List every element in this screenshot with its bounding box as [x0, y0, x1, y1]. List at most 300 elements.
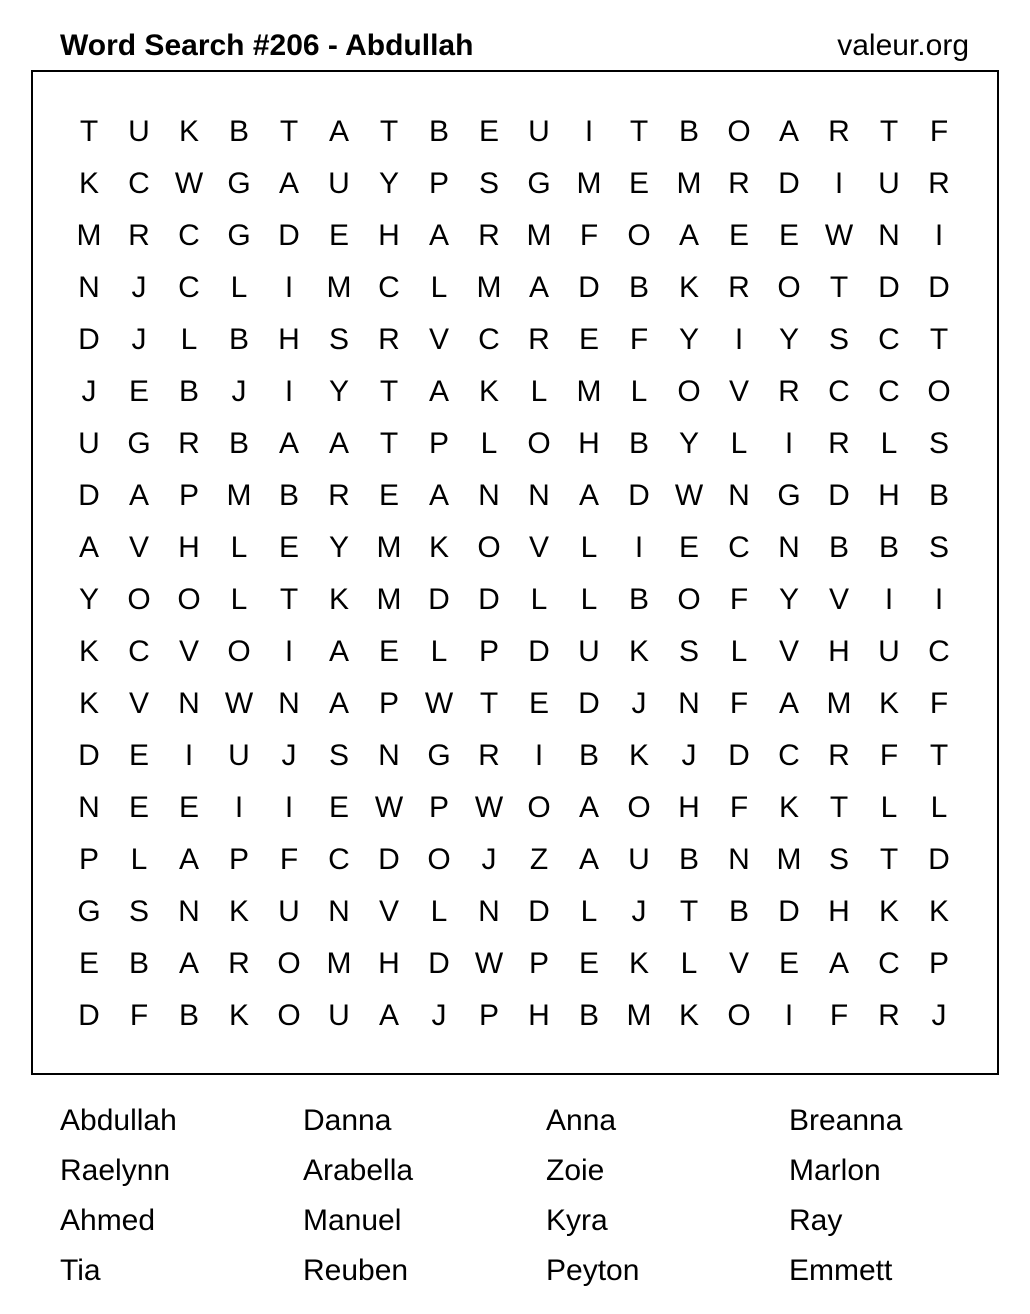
grid-cell[interactable]: M [576, 375, 602, 408]
grid-cell[interactable]: T [79, 115, 99, 148]
grid-cell[interactable]: I [184, 739, 194, 772]
grid-cell[interactable]: U [628, 843, 650, 876]
grid-cell[interactable]: O [227, 635, 251, 668]
grid-cell[interactable]: D [428, 947, 450, 980]
grid-cell[interactable]: P [928, 947, 949, 980]
grid-cell[interactable]: B [228, 115, 249, 148]
grid-cell[interactable]: M [326, 947, 352, 980]
grid-cell[interactable]: N [778, 531, 800, 564]
grid-cell[interactable]: C [478, 323, 500, 356]
grid-cell[interactable]: Y [328, 531, 349, 564]
grid-cell[interactable]: E [778, 947, 799, 980]
grid-cell[interactable]: R [378, 323, 400, 356]
grid-cell[interactable]: N [878, 219, 900, 252]
grid-cell[interactable]: V [728, 375, 749, 408]
grid-cell[interactable]: R [228, 947, 250, 980]
grid-cell[interactable]: H [278, 323, 300, 356]
grid-cell[interactable]: D [578, 271, 600, 304]
grid-cell[interactable]: T [929, 739, 949, 772]
grid-cell[interactable]: M [576, 167, 602, 200]
grid-cell[interactable]: F [729, 687, 749, 720]
grid-cell[interactable]: I [584, 115, 594, 148]
grid-cell[interactable]: D [78, 739, 100, 772]
grid-cell[interactable]: D [78, 999, 100, 1032]
grid-cell[interactable]: N [728, 843, 750, 876]
grid-cell[interactable]: I [534, 739, 544, 772]
grid-cell[interactable]: R [878, 999, 900, 1032]
grid-cell[interactable]: K [178, 115, 199, 148]
grid-cell[interactable]: C [928, 635, 950, 668]
grid-cell[interactable]: B [578, 999, 599, 1032]
grid-cell[interactable]: B [178, 999, 199, 1032]
grid-cell[interactable]: R [128, 219, 150, 252]
grid-cell[interactable]: G [227, 219, 251, 252]
grid-cell[interactable]: E [478, 115, 499, 148]
grid-cell[interactable]: D [528, 635, 550, 668]
grid-cell[interactable]: D [78, 479, 100, 512]
grid-cell[interactable]: L [930, 791, 948, 824]
grid-cell[interactable]: A [328, 635, 349, 668]
grid-cell[interactable]: C [128, 167, 150, 200]
grid-cell[interactable]: H [528, 999, 550, 1032]
grid-cell[interactable]: L [580, 895, 598, 928]
grid-cell[interactable]: K [878, 895, 899, 928]
grid-cell[interactable]: V [428, 323, 449, 356]
grid-cell[interactable]: F [929, 687, 949, 720]
grid-cell[interactable]: V [778, 635, 799, 668]
grid-cell[interactable]: B [578, 739, 599, 772]
grid-cell[interactable]: J [681, 739, 697, 772]
grid-cell[interactable]: C [778, 739, 800, 772]
grid-cell[interactable]: O [527, 427, 551, 460]
grid-cell[interactable]: I [834, 167, 844, 200]
grid-cell[interactable]: E [128, 375, 149, 408]
grid-cell[interactable]: K [78, 167, 99, 200]
grid-cell[interactable]: N [728, 479, 750, 512]
grid-cell[interactable]: V [378, 895, 399, 928]
grid-cell[interactable]: E [778, 219, 799, 252]
grid-cell[interactable]: R [528, 323, 550, 356]
grid-cell[interactable]: T [379, 375, 399, 408]
grid-cell[interactable]: C [728, 531, 750, 564]
grid-cell[interactable]: J [131, 323, 147, 356]
grid-cell[interactable]: C [828, 375, 850, 408]
grid-cell[interactable]: E [678, 531, 699, 564]
grid-cell[interactable]: T [279, 115, 299, 148]
grid-cell[interactable]: E [278, 531, 299, 564]
grid-cell[interactable]: N [278, 687, 300, 720]
grid-cell[interactable]: B [128, 947, 149, 980]
grid-cell[interactable]: S [928, 427, 949, 460]
grid-cell[interactable]: R [478, 739, 500, 772]
grid-cell[interactable]: F [829, 999, 849, 1032]
grid-cell[interactable]: K [228, 895, 249, 928]
grid-cell[interactable]: G [777, 479, 801, 512]
grid-cell[interactable]: O [477, 531, 501, 564]
grid-cell[interactable]: D [778, 167, 800, 200]
grid-cell[interactable]: O [677, 583, 701, 616]
grid-cell[interactable]: T [479, 687, 499, 720]
grid-cell[interactable]: O [927, 375, 951, 408]
grid-cell[interactable]: N [178, 687, 200, 720]
grid-cell[interactable]: S [478, 167, 499, 200]
grid-cell[interactable]: I [234, 791, 244, 824]
grid-cell[interactable]: L [230, 271, 248, 304]
grid-cell[interactable]: O [627, 791, 651, 824]
grid-cell[interactable]: E [328, 791, 349, 824]
grid-cell[interactable]: L [730, 635, 748, 668]
grid-cell[interactable]: E [578, 323, 599, 356]
grid-cell[interactable]: W [174, 167, 204, 200]
grid-cell[interactable]: N [678, 687, 700, 720]
grid-cell[interactable]: C [878, 375, 900, 408]
grid-cell[interactable]: I [934, 583, 944, 616]
grid-cell[interactable]: O [127, 583, 151, 616]
grid-cell[interactable]: S [328, 323, 349, 356]
grid-cell[interactable]: R [478, 219, 500, 252]
grid-cell[interactable]: M [626, 999, 652, 1032]
grid-cell[interactable]: N [178, 895, 200, 928]
grid-cell[interactable]: E [128, 739, 149, 772]
grid-cell[interactable]: P [428, 427, 449, 460]
grid-cell[interactable]: F [279, 843, 299, 876]
grid-cell[interactable]: E [178, 791, 199, 824]
grid-cell[interactable]: L [880, 427, 898, 460]
grid-cell[interactable]: P [178, 479, 199, 512]
grid-cell[interactable]: S [678, 635, 699, 668]
grid-cell[interactable]: E [328, 219, 349, 252]
grid-cell[interactable]: N [328, 895, 350, 928]
grid-cell[interactable]: N [78, 271, 100, 304]
grid-cell[interactable]: J [431, 999, 447, 1032]
grid-cell[interactable]: M [476, 271, 502, 304]
grid-cell[interactable]: D [728, 739, 750, 772]
grid-cell[interactable]: S [328, 739, 349, 772]
grid-cell[interactable]: E [628, 167, 649, 200]
grid-cell[interactable]: C [178, 271, 200, 304]
grid-cell[interactable]: N [478, 895, 500, 928]
grid-cell[interactable]: A [328, 115, 349, 148]
grid-cell[interactable]: K [928, 895, 949, 928]
grid-cell[interactable]: I [784, 427, 794, 460]
grid-cell[interactable]: O [527, 791, 551, 824]
grid-cell[interactable]: G [127, 427, 151, 460]
grid-cell[interactable]: I [734, 323, 744, 356]
grid-cell[interactable]: N [78, 791, 100, 824]
grid-cell[interactable]: I [284, 271, 294, 304]
grid-cell[interactable]: L [530, 583, 548, 616]
grid-cell[interactable]: H [678, 791, 700, 824]
grid-cell[interactable]: H [828, 895, 850, 928]
grid-cell[interactable]: B [678, 115, 699, 148]
grid-cell[interactable]: N [378, 739, 400, 772]
grid-cell[interactable]: L [430, 271, 448, 304]
grid-cell[interactable]: U [878, 635, 900, 668]
grid-cell[interactable]: O [177, 583, 201, 616]
grid-cell[interactable]: B [278, 479, 299, 512]
grid-cell[interactable]: D [428, 583, 450, 616]
grid-cell[interactable]: A [678, 219, 699, 252]
grid-cell[interactable]: D [878, 271, 900, 304]
grid-cell[interactable]: K [628, 635, 649, 668]
grid-cell[interactable]: A [578, 479, 599, 512]
grid-cell[interactable]: B [628, 583, 649, 616]
grid-cell[interactable]: P [528, 947, 549, 980]
grid-cell[interactable]: S [828, 843, 849, 876]
grid-cell[interactable]: O [427, 843, 451, 876]
grid-cell[interactable]: J [631, 687, 647, 720]
grid-cell[interactable]: O [677, 375, 701, 408]
grid-cell[interactable]: V [828, 583, 849, 616]
grid-cell[interactable]: C [128, 635, 150, 668]
grid-cell[interactable]: U [78, 427, 100, 460]
grid-cell[interactable]: U [278, 895, 300, 928]
grid-cell[interactable]: R [928, 167, 950, 200]
grid-cell[interactable]: B [178, 375, 199, 408]
grid-cell[interactable]: F [579, 219, 599, 252]
grid-cell[interactable]: J [231, 375, 247, 408]
grid-cell[interactable]: K [628, 739, 649, 772]
grid-cell[interactable]: K [328, 583, 349, 616]
grid-cell[interactable]: N [528, 479, 550, 512]
grid-cell[interactable]: L [230, 583, 248, 616]
grid-cell[interactable]: B [628, 427, 649, 460]
grid-cell[interactable]: G [527, 167, 551, 200]
grid-cell[interactable]: U [528, 115, 550, 148]
grid-cell[interactable]: D [928, 843, 950, 876]
grid-cell[interactable]: V [128, 531, 149, 564]
grid-cell[interactable]: A [428, 479, 449, 512]
grid-cell[interactable]: M [326, 271, 352, 304]
grid-cell[interactable]: J [81, 375, 97, 408]
grid-cell[interactable]: T [879, 843, 899, 876]
grid-cell[interactable]: R [828, 739, 850, 772]
grid-cell[interactable]: C [878, 947, 900, 980]
grid-cell[interactable]: M [776, 843, 802, 876]
grid-cell[interactable]: W [824, 219, 854, 252]
grid-cell[interactable]: K [78, 635, 99, 668]
grid-cell[interactable]: U [128, 115, 150, 148]
grid-cell[interactable]: E [378, 635, 399, 668]
grid-cell[interactable]: A [578, 843, 599, 876]
grid-cell[interactable]: K [478, 375, 499, 408]
grid-cell[interactable]: K [778, 791, 799, 824]
grid-cell[interactable]: J [931, 999, 947, 1032]
grid-cell[interactable]: T [379, 427, 399, 460]
grid-cell[interactable]: D [778, 895, 800, 928]
grid-cell[interactable]: F [929, 115, 949, 148]
grid-cell[interactable]: F [129, 999, 149, 1032]
grid-cell[interactable]: O [277, 947, 301, 980]
grid-cell[interactable]: H [378, 219, 400, 252]
grid-cell[interactable]: D [378, 843, 400, 876]
grid-cell[interactable]: G [227, 167, 251, 200]
grid-cell[interactable]: P [428, 167, 449, 200]
grid-cell[interactable]: R [178, 427, 200, 460]
grid-cell[interactable]: D [78, 323, 100, 356]
grid-cell[interactable]: M [526, 219, 552, 252]
grid-cell[interactable]: H [378, 947, 400, 980]
grid-cell[interactable]: L [180, 323, 198, 356]
grid-cell[interactable]: W [674, 479, 704, 512]
grid-cell[interactable]: F [629, 323, 649, 356]
grid-cell[interactable]: P [228, 843, 249, 876]
grid-cell[interactable]: A [178, 843, 199, 876]
grid-cell[interactable]: O [777, 271, 801, 304]
grid-cell[interactable]: W [374, 791, 404, 824]
grid-cell[interactable]: S [928, 531, 949, 564]
grid-cell[interactable]: T [929, 323, 949, 356]
grid-cell[interactable]: M [76, 219, 102, 252]
grid-cell[interactable]: H [828, 635, 850, 668]
grid-cell[interactable]: F [729, 791, 749, 824]
grid-cell[interactable]: Y [678, 323, 699, 356]
grid-cell[interactable]: D [578, 687, 600, 720]
grid-cell[interactable]: D [528, 895, 550, 928]
grid-cell[interactable]: M [376, 583, 402, 616]
grid-cell[interactable]: A [328, 427, 349, 460]
grid-cell[interactable]: V [728, 947, 749, 980]
grid-cell[interactable]: T [629, 115, 649, 148]
grid-cell[interactable]: K [878, 687, 899, 720]
grid-cell[interactable]: L [230, 531, 248, 564]
grid-cell[interactable]: L [730, 427, 748, 460]
grid-cell[interactable]: N [478, 479, 500, 512]
grid-cell[interactable]: U [328, 167, 350, 200]
grid-cell[interactable]: J [481, 843, 497, 876]
grid-cell[interactable]: A [528, 271, 549, 304]
grid-cell[interactable]: E [578, 947, 599, 980]
grid-cell[interactable]: I [934, 219, 944, 252]
grid-cell[interactable]: W [474, 791, 504, 824]
grid-cell[interactable]: L [580, 583, 598, 616]
grid-cell[interactable]: M [376, 531, 402, 564]
grid-cell[interactable]: I [884, 583, 894, 616]
grid-cell[interactable]: S [828, 323, 849, 356]
grid-cell[interactable]: R [828, 427, 850, 460]
grid-cell[interactable]: J [281, 739, 297, 772]
grid-cell[interactable]: A [178, 947, 199, 980]
grid-cell[interactable]: L [130, 843, 148, 876]
grid-cell[interactable]: A [278, 427, 299, 460]
grid-cell[interactable]: R [728, 167, 750, 200]
grid-cell[interactable]: K [78, 687, 99, 720]
grid-cell[interactable]: B [228, 427, 249, 460]
grid-cell[interactable]: T [829, 271, 849, 304]
grid-cell[interactable]: D [828, 479, 850, 512]
grid-cell[interactable]: P [478, 999, 499, 1032]
grid-cell[interactable]: M [226, 479, 252, 512]
grid-cell[interactable]: B [728, 895, 749, 928]
grid-cell[interactable]: L [680, 947, 698, 980]
grid-cell[interactable]: I [284, 791, 294, 824]
grid-cell[interactable]: T [879, 115, 899, 148]
grid-cell[interactable]: D [278, 219, 300, 252]
grid-cell[interactable]: Y [778, 323, 799, 356]
grid-cell[interactable]: I [784, 999, 794, 1032]
grid-cell[interactable]: G [427, 739, 451, 772]
grid-cell[interactable]: V [128, 687, 149, 720]
grid-cell[interactable]: B [828, 531, 849, 564]
grid-cell[interactable]: Y [378, 167, 399, 200]
grid-cell[interactable]: I [284, 635, 294, 668]
grid-cell[interactable]: A [828, 947, 849, 980]
grid-cell[interactable]: R [328, 479, 350, 512]
grid-cell[interactable]: B [228, 323, 249, 356]
grid-cell[interactable]: K [678, 999, 699, 1032]
grid-cell[interactable]: Y [778, 583, 799, 616]
grid-cell[interactable]: O [727, 115, 751, 148]
grid-cell[interactable]: E [528, 687, 549, 720]
grid-cell[interactable]: O [727, 999, 751, 1032]
grid-cell[interactable]: B [878, 531, 899, 564]
grid-cell[interactable]: R [828, 115, 850, 148]
grid-cell[interactable]: K [678, 271, 699, 304]
grid-cell[interactable]: T [829, 791, 849, 824]
grid-cell[interactable]: D [928, 271, 950, 304]
grid-cell[interactable]: A [778, 115, 799, 148]
grid-cell[interactable]: T [279, 583, 299, 616]
grid-cell[interactable]: L [430, 895, 448, 928]
grid-cell[interactable]: S [128, 895, 149, 928]
grid-cell[interactable]: R [728, 271, 750, 304]
grid-cell[interactable]: L [430, 635, 448, 668]
grid-cell[interactable]: B [628, 271, 649, 304]
grid-cell[interactable]: M [826, 687, 852, 720]
grid-cell[interactable]: P [478, 635, 499, 668]
grid-cell[interactable]: L [880, 791, 898, 824]
grid-cell[interactable]: V [528, 531, 549, 564]
grid-cell[interactable]: A [328, 687, 349, 720]
grid-cell[interactable]: D [628, 479, 650, 512]
grid-cell[interactable]: D [478, 583, 500, 616]
grid-cell[interactable]: B [678, 843, 699, 876]
grid-cell[interactable]: F [729, 583, 749, 616]
grid-cell[interactable]: A [378, 999, 399, 1032]
grid-cell[interactable]: M [676, 167, 702, 200]
grid-cell[interactable]: K [628, 947, 649, 980]
grid-cell[interactable]: L [480, 427, 498, 460]
grid-cell[interactable]: T [379, 115, 399, 148]
grid-cell[interactable]: W [424, 687, 454, 720]
grid-cell[interactable]: Y [78, 583, 99, 616]
grid-cell[interactable]: E [728, 219, 749, 252]
grid-cell[interactable]: I [634, 531, 644, 564]
grid-cell[interactable]: L [630, 375, 648, 408]
grid-cell[interactable]: B [928, 479, 949, 512]
grid-cell[interactable]: J [631, 895, 647, 928]
grid-cell[interactable]: U [328, 999, 350, 1032]
grid-cell[interactable]: C [178, 219, 200, 252]
grid-cell[interactable]: E [78, 947, 99, 980]
grid-cell[interactable]: O [627, 219, 651, 252]
grid-cell[interactable]: P [378, 687, 399, 720]
grid-cell[interactable]: H [578, 427, 600, 460]
grid-cell[interactable]: P [78, 843, 99, 876]
grid-cell[interactable]: U [228, 739, 250, 772]
grid-cell[interactable]: W [474, 947, 504, 980]
grid-cell[interactable]: B [428, 115, 449, 148]
grid-cell[interactable]: H [878, 479, 900, 512]
grid-cell[interactable]: A [128, 479, 149, 512]
grid-cell[interactable]: Y [328, 375, 349, 408]
grid-cell[interactable]: A [428, 375, 449, 408]
grid-cell[interactable]: G [77, 895, 101, 928]
grid-cell[interactable]: A [778, 687, 799, 720]
grid-cell[interactable]: C [378, 271, 400, 304]
grid-cell[interactable]: E [128, 791, 149, 824]
grid-cell[interactable]: U [878, 167, 900, 200]
